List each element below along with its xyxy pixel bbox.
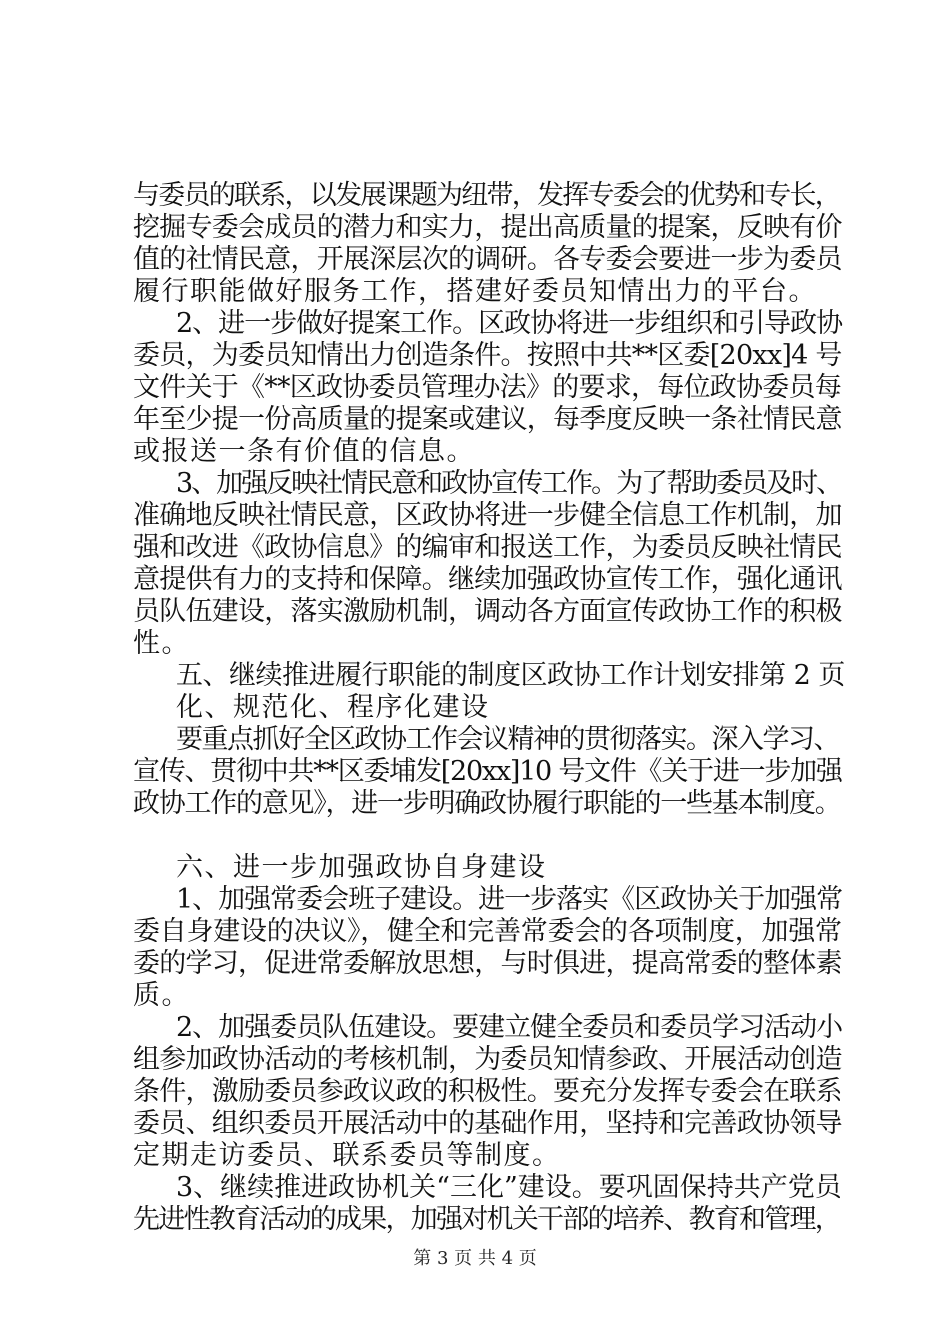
- text-line: 先进性教育活动的成果，加强对机关干部的培养、教育和管理，: [133, 1204, 840, 1235]
- text-line: 意提供有力的支持和保障。继续加强政协宣传工作，强化通讯: [133, 564, 842, 595]
- text-line: 2、进一步做好提案工作。区政协将进一步组织和引导政协: [176, 308, 843, 339]
- text-line: 性。: [133, 628, 190, 659]
- text-line: 履行职能做好服务工作，搭建好委员知情出力的平台。: [133, 276, 817, 307]
- text-line: 值的社情民意，开展深层次的调研。各专委会要进一步为委员: [133, 244, 842, 275]
- text-line: 质。: [133, 980, 190, 1011]
- text-line: 2、加强委员队伍建设。要建立健全委员和委员学习活动小: [176, 1012, 843, 1043]
- text-line: 条件，激励委员参政议政的积极性。要充分发挥专委会在联系: [133, 1076, 842, 1107]
- section-heading: 化、规范化、程序化建设: [176, 692, 490, 723]
- text-line: 挖掘专委会成员的潜力和实力，提出高质量的提案，反映有价: [133, 212, 842, 243]
- text-line: 组参加政协活动的考核机制，为委员知情参政、开展活动创造: [133, 1044, 842, 1075]
- text-line: 年至少提一份高质量的提案或建议，每季度反映一条社情民意: [133, 404, 842, 435]
- text-line: 准确地反映社情民意，区政协将进一步健全信息工作机制，加: [133, 500, 842, 531]
- text-line: 政协工作的意见》，进一步明确政协履行职能的一些基本制度。: [133, 788, 841, 819]
- text-line: 与委员的联系，以发展课题为纽带，发挥专委会的优势和专长，: [133, 180, 840, 211]
- text-line: 宣传、贯彻中共**区委埔发[20xx]10 号文件《关于进一步加强: [133, 756, 842, 787]
- text-line: 委员，为委员知情出力创造条件。按照中共**区委[20xx]4 号: [133, 340, 842, 371]
- text-line: 定期走访委员、联系委员等制度。: [133, 1140, 561, 1171]
- text-line: 要重点抓好全区政协工作会议精神的贯彻落实。深入学习、: [176, 724, 839, 755]
- text-line: 文件关于《**区政协委员管理办法》的要求，每位政协委员每: [133, 372, 841, 403]
- text-line: 委员、组织委员开展活动中的基础作用，坚持和完善政协领导: [133, 1108, 842, 1139]
- text-line: 员队伍建设，落实激励机制，调动各方面宣传政协工作的积极: [133, 596, 842, 627]
- text-line: 3、继续推进政协机关“三化”建设。要巩固保持共产党员: [176, 1172, 842, 1203]
- text-line: 委自身建设的决议》，健全和完善常委会的各项制度，加强常: [133, 916, 842, 947]
- page-number-footer: 第 3 页 共 4 页: [413, 1248, 537, 1269]
- section-heading: 五、继续推进履行职能的制度区政协工作计划安排第 2 页: [176, 660, 845, 691]
- text-line: 或报送一条有价值的信息。: [133, 436, 475, 467]
- text-line: 3、加强反映社情民意和政协宣传工作。为了帮助委员及时、: [176, 468, 842, 499]
- text-line: 1、加强常委会班子建设。进一步落实《区政协关于加强常: [176, 884, 843, 915]
- section-heading: 六、进一步加强政协自身建设: [176, 852, 547, 883]
- text-line: 委的学习，促进常委解放思想，与时俱进，提高常委的整体素: [133, 948, 842, 979]
- text-line: 强和改进《政协信息》的编审和报送工作，为委员反映社情民: [133, 532, 842, 563]
